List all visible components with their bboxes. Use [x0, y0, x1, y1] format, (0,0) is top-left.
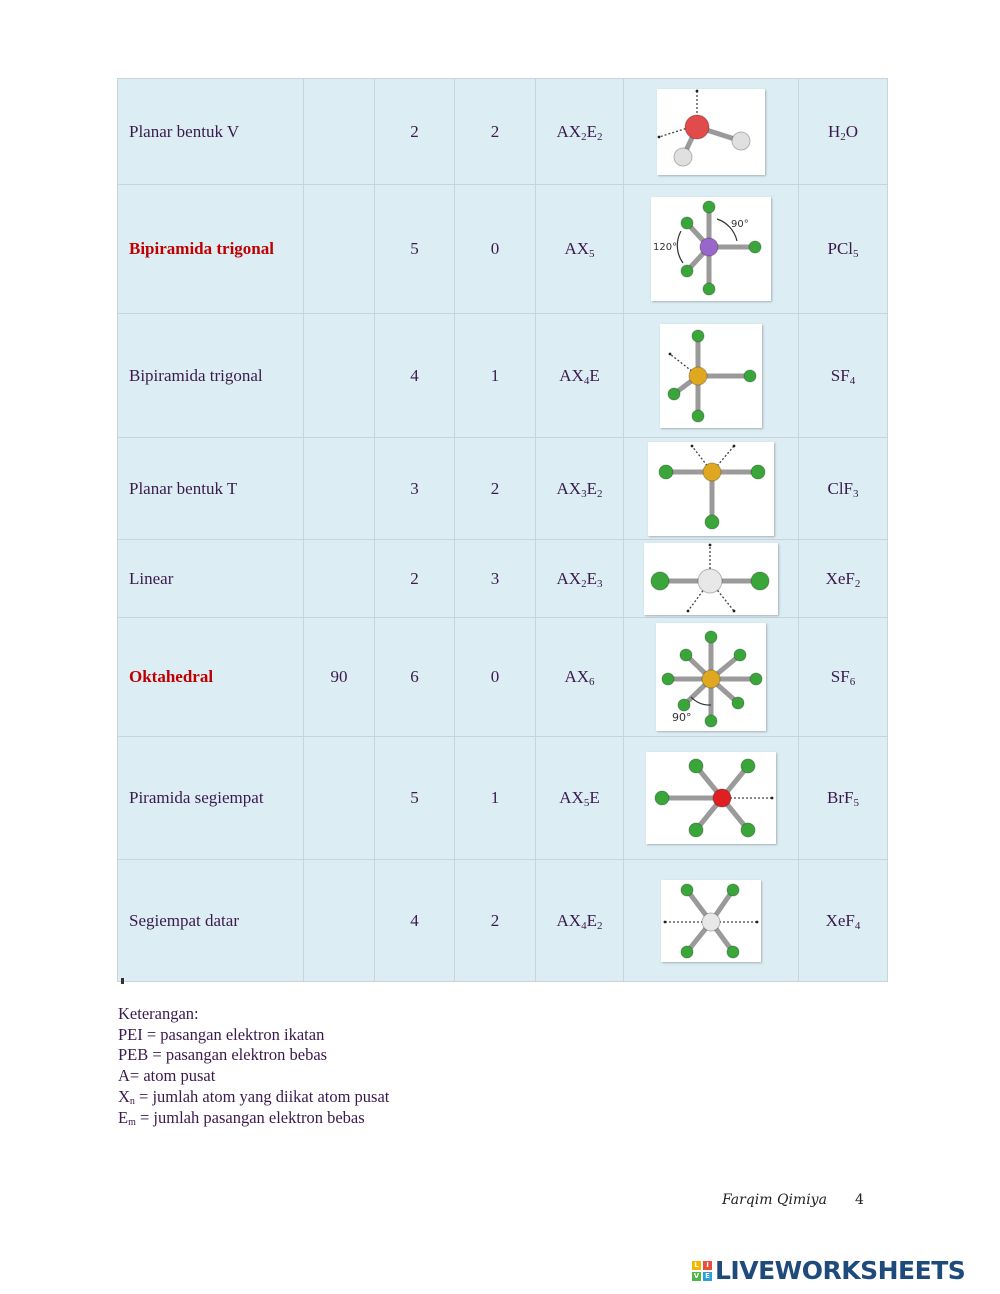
em-sub: m [128, 1116, 136, 1128]
octahedral-molecule-icon [656, 623, 766, 731]
notes-em [118, 1108, 389, 1129]
geometry-name: Planar bentuk T [118, 438, 304, 540]
type-mid: E [586, 910, 597, 930]
bond-angle [304, 540, 375, 618]
logo-grid-cell: I [703, 1261, 712, 1270]
bond-angle [304, 314, 375, 438]
type-base: AX [564, 667, 590, 686]
logo-grid-cell: V [693, 1272, 700, 1280]
type-sub1: 5 [589, 248, 595, 260]
bond-angle [304, 737, 375, 860]
formula-base: H [827, 121, 841, 141]
notes-title: Keterangan: [118, 1004, 199, 1023]
geometry-row [118, 618, 888, 737]
type-sub1: 6 [589, 676, 595, 688]
geometry-row [118, 185, 888, 314]
stray-mark [121, 978, 124, 984]
molecule-type [536, 79, 624, 185]
peb-count: 2 [455, 79, 536, 185]
molecule-image-cell [624, 737, 799, 860]
type-sub1: 2 [581, 130, 587, 143]
molecule-image-cell [624, 314, 799, 438]
geometry-row [118, 438, 888, 540]
logo-text: LIVEWORKSHEETS [715, 1256, 966, 1285]
geometry-name: Oktahedral [118, 618, 304, 737]
formula-sub: 4 [849, 374, 856, 387]
formula-base: ClF [827, 478, 854, 498]
type-base: AX [564, 239, 590, 258]
formula-sub: 5 [853, 248, 859, 260]
example-formula [799, 79, 888, 185]
em-text: = jumlah pasangan elektron bebas [135, 1107, 365, 1127]
example-formula [799, 618, 888, 737]
type-mid: E [586, 568, 597, 588]
page-number: 4 [854, 1192, 864, 1208]
molecule-image-cell [624, 540, 799, 618]
type-mid: E [589, 365, 600, 385]
bond-angle [304, 860, 375, 982]
geometry-row [118, 860, 888, 982]
molecule-type [536, 438, 624, 540]
type-mid: E [589, 788, 600, 807]
pei-count: 2 [375, 540, 455, 618]
example-formula [799, 438, 888, 540]
formula-sub: 4 [854, 919, 861, 932]
geometry-row [118, 737, 888, 860]
molecule-type [536, 737, 624, 860]
bond-angle: 90 [304, 618, 375, 737]
example-formula [799, 314, 888, 438]
type-sub1: 3 [581, 487, 587, 500]
svg-text:90°: 90° [672, 711, 692, 724]
svg-text:90°: 90° [731, 219, 749, 230]
pei-count: 5 [375, 737, 455, 860]
em-letter: E [118, 1107, 129, 1127]
type-sub2: 2 [596, 487, 603, 500]
type-sub2: 2 [596, 919, 603, 932]
peb-count: 1 [455, 737, 536, 860]
geometry-name: Piramida segiempat [118, 737, 304, 860]
bond-angle [304, 438, 375, 540]
molecule-image-cell [624, 79, 799, 185]
pei-count: 5 [375, 185, 455, 314]
type-sub1: 4 [581, 919, 587, 932]
formula-base: SF [830, 365, 850, 385]
formula-base: SF [830, 667, 850, 686]
molecule-type [536, 618, 624, 737]
formula-base: BrF [827, 788, 854, 807]
formula-sub: 6 [849, 676, 856, 688]
example-formula [799, 737, 888, 860]
formula-sub: 3 [853, 487, 859, 500]
example-formula [799, 540, 888, 618]
peb-count: 0 [455, 185, 536, 314]
geometry-row [118, 79, 888, 185]
type-sub1: 5 [583, 797, 590, 809]
formula-sub: 2 [854, 577, 861, 590]
molecular-geometry-table [117, 78, 888, 982]
formula-base: XeF [825, 910, 855, 930]
type-base: AX [556, 568, 582, 588]
xn-sub: n [129, 1095, 135, 1107]
notes-pei: PEI = pasangan elektron ikatan [118, 1024, 325, 1044]
liveworksheets-logo[interactable] [692, 1256, 965, 1285]
peb-count: 1 [455, 314, 536, 438]
peb-count: 0 [455, 618, 536, 737]
molecule-image-cell [624, 618, 799, 737]
type-base: AX [559, 365, 584, 385]
linear-molecule-icon [644, 543, 778, 615]
geometry-name: Bipiramida trigonal [118, 314, 304, 438]
page-footer [722, 1192, 864, 1208]
geometry-row [118, 540, 888, 618]
type-sub2: 3 [596, 577, 603, 590]
t-shaped-molecule-icon [648, 442, 774, 536]
type-base: AX [556, 121, 582, 141]
svg-text:120°: 120° [653, 242, 678, 253]
logo-grid-cell: E [703, 1272, 712, 1281]
bond-angle [304, 79, 375, 185]
peb-count: 3 [455, 540, 536, 618]
type-mid: E [586, 121, 597, 141]
notes-peb: PEB = pasangan elektron bebas [118, 1045, 328, 1065]
molecule-image-cell [624, 185, 799, 314]
pei-count: 3 [375, 438, 455, 540]
bent-molecule-icon [657, 89, 765, 175]
formula-base: PCl [827, 239, 854, 258]
type-sub1: 4 [583, 374, 590, 387]
geometry-name: Planar bentuk V [118, 79, 304, 185]
type-base: AX [556, 478, 582, 498]
notes-a: A= atom pusat [118, 1066, 216, 1086]
formula-base: XeF [825, 568, 855, 588]
type-sub2: 2 [596, 130, 603, 143]
xn-text: = jumlah atom yang diikat atom pusat [134, 1086, 390, 1106]
type-sub1: 2 [581, 577, 587, 590]
molecule-image-cell [624, 860, 799, 982]
notes-xn [118, 1087, 389, 1108]
type-base: AX [556, 910, 582, 930]
geometry-name: Linear [118, 540, 304, 618]
bond-angle [304, 185, 375, 314]
molecule-image-cell [624, 438, 799, 540]
molecule-type [536, 185, 624, 314]
example-formula [799, 860, 888, 982]
square-planar-molecule-icon [661, 880, 761, 962]
peb-count: 2 [455, 438, 536, 540]
geometry-name: Segiempat datar [118, 860, 304, 982]
example-formula [799, 185, 888, 314]
peb-count: 2 [455, 860, 536, 982]
formula-sub: 5 [853, 797, 859, 809]
logo-grid-icon [692, 1261, 712, 1281]
type-base: AX [559, 788, 584, 807]
pei-count: 4 [375, 314, 455, 438]
pei-count: 2 [375, 79, 455, 185]
type-mid: E [586, 478, 597, 498]
xn-letter: X [118, 1086, 130, 1106]
molecule-type [536, 540, 624, 618]
formula-sub: 2 [840, 130, 846, 143]
seesaw-molecule-icon [660, 324, 762, 428]
pei-count: 6 [375, 618, 455, 737]
geometry-row [118, 314, 888, 438]
pei-count: 4 [375, 860, 455, 982]
molecule-type [536, 860, 624, 982]
logo-grid-cell: L [692, 1261, 701, 1270]
formula-tail: O [845, 121, 859, 141]
molecule-type [536, 314, 624, 438]
footer-author: Farqim Qimiya [722, 1192, 827, 1208]
square-pyramidal-molecule-icon [646, 752, 776, 844]
notes-section [118, 1004, 389, 1128]
geometry-name: Bipiramida trigonal [118, 185, 304, 314]
trigonal-bipyramidal-molecule-icon [651, 197, 771, 301]
